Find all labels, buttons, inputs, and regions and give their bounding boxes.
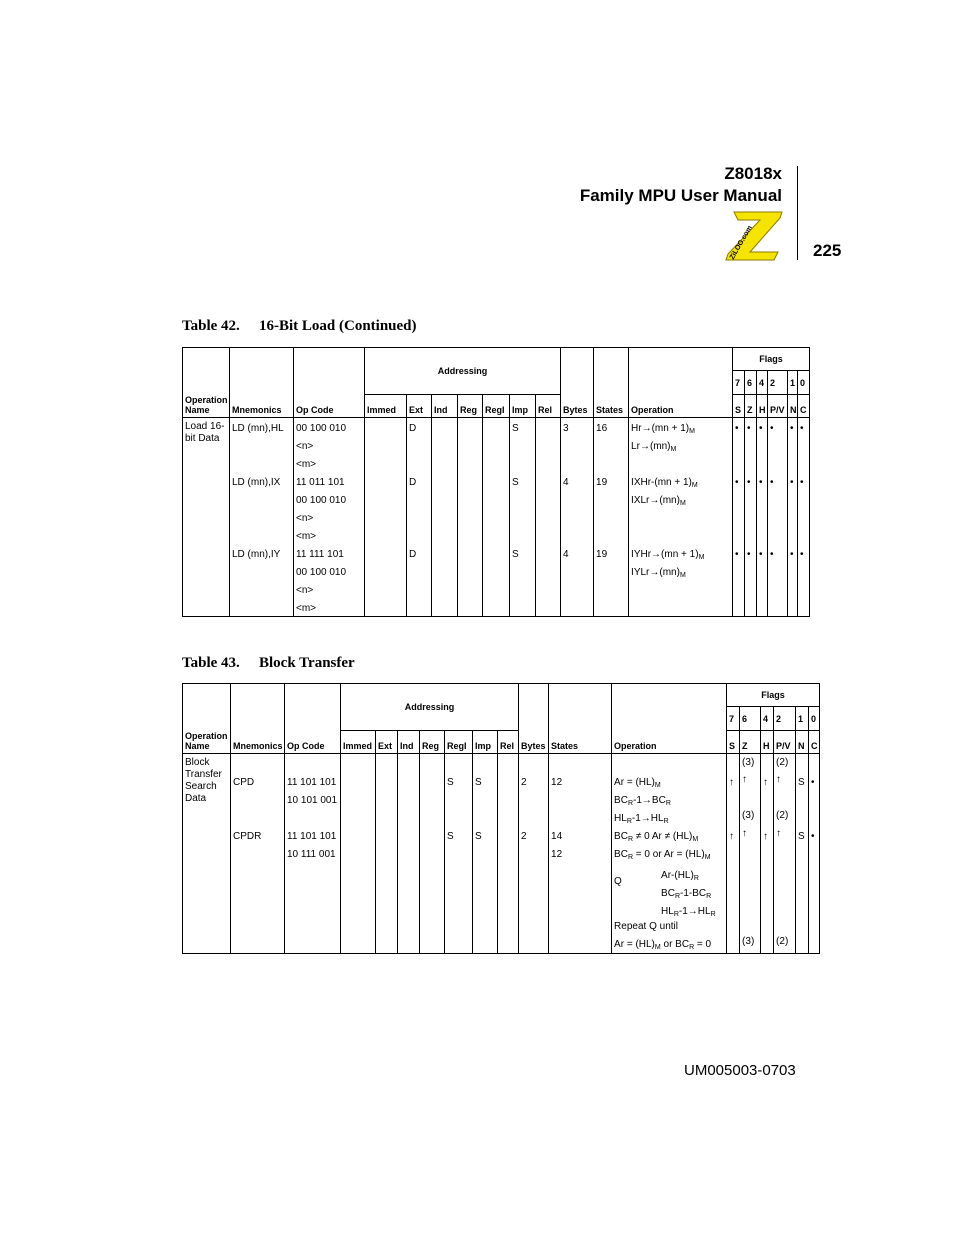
states-cell bbox=[594, 418, 629, 617]
header-divider bbox=[797, 166, 798, 260]
opcode: 11 101 101 bbox=[287, 777, 337, 788]
table-row bbox=[183, 418, 810, 617]
flag-name: S bbox=[733, 395, 745, 418]
subscript: M bbox=[698, 554, 705, 561]
operation-text: BC bbox=[614, 849, 628, 860]
operation-text: Ar-(HL) bbox=[661, 870, 694, 881]
col-mnemonics: Mnemonics bbox=[230, 348, 294, 418]
states-value: 12 bbox=[551, 849, 563, 860]
operation-line bbox=[631, 544, 730, 562]
subscript: M bbox=[654, 944, 661, 951]
imp-cell bbox=[510, 418, 536, 617]
table-43-caption bbox=[182, 655, 355, 672]
opcode: 11 101 101 bbox=[287, 831, 337, 842]
bytes-value: 2 bbox=[521, 831, 527, 842]
flag-bit: 4 bbox=[761, 707, 774, 731]
bytes-value: 4 bbox=[563, 549, 569, 560]
flag-dot: • bbox=[770, 423, 774, 434]
col-ind: Ind bbox=[432, 395, 458, 418]
subscript: R bbox=[693, 875, 699, 882]
rel-cell bbox=[536, 418, 561, 617]
mnemonic: LD (mn),IX bbox=[232, 477, 281, 488]
subscript: R bbox=[706, 893, 712, 900]
operation-text: IXLr→(mn) bbox=[631, 495, 680, 506]
flag-dot: • bbox=[747, 423, 751, 434]
rel-cell bbox=[498, 754, 519, 954]
flag-name: Z bbox=[740, 731, 761, 754]
table-42-caption bbox=[182, 318, 417, 335]
flag-dot: • bbox=[759, 477, 763, 488]
subscript: R bbox=[710, 911, 716, 918]
opcode: 00 100 010 bbox=[296, 423, 347, 434]
table-42 bbox=[182, 347, 810, 617]
mnemonic: CPDR bbox=[233, 831, 262, 842]
col-flags: Flags bbox=[727, 684, 820, 707]
opcode-cell bbox=[294, 418, 365, 617]
flag-bit: 7 bbox=[733, 371, 745, 395]
col-imp: Imp bbox=[510, 395, 536, 418]
operation-text: -1→BC bbox=[633, 795, 666, 806]
col-regi: RegI bbox=[445, 731, 473, 754]
col-flags: Flags bbox=[733, 348, 810, 371]
ext-cell bbox=[376, 754, 398, 954]
col-immed: Immed bbox=[365, 395, 407, 418]
flag-dot: • bbox=[800, 549, 804, 560]
operation-text: HL bbox=[661, 906, 674, 917]
flag-name: H bbox=[757, 395, 768, 418]
subscript: M bbox=[692, 836, 699, 843]
zilog-logo bbox=[720, 210, 784, 262]
flag-dot: • bbox=[811, 831, 815, 842]
svg-text:ZiLOG.com: ZiLOG.com bbox=[728, 224, 754, 261]
mnemonic-cell bbox=[231, 754, 285, 954]
table-42-title: 16-Bit Load (Continued) bbox=[259, 318, 417, 334]
immed-cell bbox=[365, 418, 407, 617]
table-43-number: Table 43. bbox=[182, 655, 240, 671]
ext-value: D bbox=[409, 477, 417, 488]
operation-text: Ar = (HL) bbox=[614, 777, 655, 788]
flag-c-cell bbox=[809, 754, 820, 954]
flag-value: S bbox=[798, 831, 805, 842]
operation-text: IXHr-(mn + 1) bbox=[631, 477, 692, 488]
flag-note: (3) bbox=[742, 757, 755, 768]
imp-cell bbox=[473, 754, 498, 954]
operation-text: BC bbox=[661, 888, 675, 899]
opcode: <m> bbox=[296, 459, 317, 470]
operation-text: IYLr→(mn) bbox=[631, 567, 680, 578]
bytes-cell bbox=[561, 418, 594, 617]
subscript: M bbox=[679, 500, 686, 507]
reg-cell bbox=[420, 754, 445, 954]
flag-dot: • bbox=[811, 777, 815, 788]
flag-s-cell bbox=[733, 418, 745, 617]
opcode: 10 101 001 bbox=[287, 795, 338, 806]
ext-cell bbox=[407, 418, 432, 617]
opcode: 00 100 010 bbox=[296, 567, 347, 578]
subscript: R bbox=[665, 800, 671, 807]
operation-line bbox=[661, 901, 716, 919]
flag-bit: 0 bbox=[809, 707, 820, 731]
flag-bit: 1 bbox=[788, 371, 798, 395]
flag-value: S bbox=[798, 777, 805, 788]
subscript: R bbox=[626, 818, 632, 825]
operation-text: Lr→(mn) bbox=[631, 441, 671, 452]
subscript: M bbox=[704, 854, 711, 861]
states-value: 14 bbox=[551, 831, 563, 842]
ind-cell bbox=[432, 418, 458, 617]
operation-text: or BC bbox=[660, 939, 690, 950]
title-line-1: Z8018x bbox=[724, 164, 782, 183]
flag-h-cell bbox=[757, 418, 768, 617]
subscript: R bbox=[674, 893, 681, 900]
flag-arrow: ↑ bbox=[776, 828, 782, 839]
page-number: 225 bbox=[813, 241, 842, 260]
col-ind: Ind bbox=[398, 731, 420, 754]
subscript: M bbox=[691, 482, 698, 489]
col-operation: Operation bbox=[629, 348, 733, 418]
col-imp: Imp bbox=[473, 731, 498, 754]
opcode: <n> bbox=[296, 513, 314, 524]
flag-note: (2) bbox=[776, 810, 789, 821]
operation-name-cell: Load 16-bit Data bbox=[183, 418, 230, 617]
opcode: 10 111 001 bbox=[287, 849, 336, 860]
flag-bit: 7 bbox=[727, 707, 740, 731]
ind-cell bbox=[398, 754, 420, 954]
flag-dot: • bbox=[770, 549, 774, 560]
flag-dot: • bbox=[747, 549, 751, 560]
opcode: 11 011 101 bbox=[296, 477, 345, 488]
flag-pv-cell bbox=[768, 418, 788, 617]
operation-text: Repeat Q until bbox=[614, 921, 678, 932]
bytes-cell bbox=[519, 754, 549, 954]
col-reg: Reg bbox=[420, 731, 445, 754]
flag-name: N bbox=[796, 731, 809, 754]
operation-text: ≠ 0 Ar ≠ (HL) bbox=[635, 831, 693, 842]
flag-dot: • bbox=[790, 423, 794, 434]
bytes-value: 2 bbox=[521, 777, 527, 788]
subscript: M bbox=[654, 782, 661, 789]
subscript: R bbox=[689, 944, 695, 951]
flag-arrow: ↑ bbox=[729, 831, 735, 842]
flag-note: (3) bbox=[742, 810, 755, 821]
col-regi: RegI bbox=[483, 395, 510, 418]
flag-z-cell bbox=[740, 754, 761, 954]
flag-dot: • bbox=[800, 477, 804, 488]
flag-note: (3) bbox=[742, 936, 755, 947]
flag-pv-cell bbox=[774, 754, 796, 954]
flag-name: C bbox=[809, 731, 820, 754]
col-bytes: Bytes bbox=[519, 684, 549, 754]
operation-cell bbox=[629, 418, 733, 617]
flag-arrow: ↑ bbox=[763, 777, 769, 788]
flag-n-cell bbox=[788, 418, 798, 617]
flag-dot: • bbox=[770, 477, 774, 488]
flag-n-cell bbox=[796, 754, 809, 954]
imp-value: S bbox=[512, 423, 519, 434]
opcode: 11 111 101 bbox=[296, 549, 344, 560]
operation-line bbox=[631, 418, 730, 436]
flag-dot: • bbox=[735, 423, 739, 434]
opcode: <m> bbox=[296, 531, 317, 542]
subscript: M bbox=[670, 446, 677, 453]
ext-value: D bbox=[409, 549, 417, 560]
opcode: <m> bbox=[296, 603, 317, 614]
operation-name-cell: Block Transfer Search Data bbox=[183, 754, 231, 954]
operation-line bbox=[614, 790, 724, 808]
subscript: M bbox=[679, 572, 686, 579]
flag-bit: 1 bbox=[796, 707, 809, 731]
flag-s-cell bbox=[727, 754, 740, 954]
immed-cell bbox=[341, 754, 376, 954]
col-op-code: Op Code bbox=[285, 684, 341, 754]
flag-name: Z bbox=[745, 395, 757, 418]
flag-bit: 2 bbox=[774, 707, 796, 731]
regi-cell bbox=[445, 754, 473, 954]
mnemonic: CPD bbox=[233, 777, 255, 788]
col-ext: Ext bbox=[376, 731, 398, 754]
table-row bbox=[183, 754, 820, 954]
flag-name: N bbox=[788, 395, 798, 418]
mnemonic: LD (mn),HL bbox=[232, 423, 284, 434]
document-title bbox=[580, 163, 782, 207]
operation-text: = 0 bbox=[694, 939, 712, 950]
flag-arrow: ↑ bbox=[763, 831, 769, 842]
opcode-cell bbox=[285, 754, 341, 954]
col-operation-name: Operation Name bbox=[183, 684, 231, 754]
flag-dot: • bbox=[735, 549, 739, 560]
ext-value: D bbox=[409, 423, 417, 434]
flag-bit: 2 bbox=[768, 371, 788, 395]
col-addressing: Addressing bbox=[341, 684, 519, 731]
imp-value: S bbox=[475, 777, 482, 788]
operation-text: -1-BC bbox=[680, 888, 707, 899]
col-states: States bbox=[549, 684, 612, 754]
subscript: R bbox=[663, 818, 669, 825]
col-ext: Ext bbox=[407, 395, 432, 418]
regi-value: S bbox=[447, 777, 454, 788]
flag-c-cell bbox=[798, 418, 810, 617]
flag-arrow: ↑ bbox=[776, 774, 782, 785]
states-value: 19 bbox=[596, 549, 608, 560]
operation-text: BC bbox=[614, 831, 628, 842]
imp-value: S bbox=[512, 477, 519, 488]
subscript: R bbox=[627, 854, 634, 861]
flag-h-cell bbox=[761, 754, 774, 954]
table-42-number: Table 42. bbox=[182, 318, 240, 334]
operation-line bbox=[614, 826, 724, 844]
operation-line bbox=[661, 865, 716, 883]
flag-name: H bbox=[761, 731, 774, 754]
operation-text: IYHr→(mn + 1) bbox=[631, 549, 699, 560]
states-value: 12 bbox=[551, 777, 563, 788]
document-id: UM005003-0703 bbox=[684, 1062, 796, 1079]
operation-line bbox=[614, 772, 724, 790]
states-value: 16 bbox=[596, 423, 608, 434]
title-line-2: Family MPU User Manual bbox=[579, 186, 782, 205]
col-rel: Rel bbox=[536, 395, 561, 418]
flag-note: (2) bbox=[776, 936, 789, 947]
operation-text: HL bbox=[614, 813, 627, 824]
imp-value: S bbox=[512, 549, 519, 560]
flag-dot: • bbox=[800, 423, 804, 434]
flag-bit: 4 bbox=[757, 371, 768, 395]
subscript: R bbox=[627, 800, 634, 807]
col-operation: Operation bbox=[612, 684, 727, 754]
flag-dot: • bbox=[759, 549, 763, 560]
flag-arrow: ↑ bbox=[742, 828, 748, 839]
flag-z-cell bbox=[745, 418, 757, 617]
operation-line bbox=[661, 883, 716, 901]
operation-text: -1→HL bbox=[678, 906, 711, 917]
operation-line bbox=[631, 562, 730, 580]
col-states: States bbox=[594, 348, 629, 418]
flag-dot: • bbox=[735, 477, 739, 488]
flag-dot: • bbox=[759, 423, 763, 434]
imp-value: S bbox=[475, 831, 482, 842]
flag-name: P/V bbox=[768, 395, 788, 418]
operation-line bbox=[631, 472, 730, 490]
operation-line bbox=[614, 844, 724, 862]
flag-name: C bbox=[798, 395, 810, 418]
opcode: <n> bbox=[296, 441, 314, 452]
col-op-code: Op Code bbox=[294, 348, 365, 418]
reg-cell bbox=[458, 418, 483, 617]
mnemonic-cell bbox=[230, 418, 294, 617]
operation-line bbox=[631, 490, 730, 508]
states-cell bbox=[549, 754, 612, 954]
col-rel: Rel bbox=[498, 731, 519, 754]
flag-note: (2) bbox=[776, 757, 789, 768]
col-immed: Immed bbox=[341, 731, 376, 754]
col-bytes: Bytes bbox=[561, 348, 594, 418]
states-value: 19 bbox=[596, 477, 608, 488]
bytes-value: 3 bbox=[563, 423, 569, 434]
operation-text: = 0 or Ar = (HL) bbox=[635, 849, 705, 860]
bytes-value: 4 bbox=[563, 477, 569, 488]
col-reg: Reg bbox=[458, 395, 483, 418]
col-mnemonics: Mnemonics bbox=[231, 684, 285, 754]
flag-dot: • bbox=[790, 477, 794, 488]
flag-bit: 0 bbox=[798, 371, 810, 395]
subscript: M bbox=[689, 428, 695, 435]
col-operation-name: Operation Name bbox=[183, 348, 230, 418]
flag-name: S bbox=[727, 731, 740, 754]
flag-dot: • bbox=[790, 549, 794, 560]
regi-cell bbox=[483, 418, 510, 617]
subscript: R bbox=[627, 836, 634, 843]
operation-text: Hr→(mn + 1) bbox=[631, 423, 690, 434]
col-addressing: Addressing bbox=[365, 348, 561, 395]
operation-cell bbox=[612, 754, 727, 954]
flag-bit: 6 bbox=[745, 371, 757, 395]
flag-dot: • bbox=[747, 477, 751, 488]
q-label: Q bbox=[614, 876, 622, 887]
opcode: <n> bbox=[296, 585, 314, 596]
subscript: R bbox=[673, 911, 679, 918]
operation-text: BC bbox=[614, 795, 628, 806]
table-43-title: Block Transfer bbox=[259, 655, 355, 671]
operation-text: -1→HL bbox=[631, 813, 664, 824]
flag-bit: 6 bbox=[740, 707, 761, 731]
flag-arrow: ↑ bbox=[742, 774, 748, 785]
regi-value: S bbox=[447, 831, 454, 842]
flag-name: P/V bbox=[774, 731, 796, 754]
opcode: 00 100 010 bbox=[296, 495, 347, 506]
operation-text: Ar = (HL) bbox=[614, 939, 655, 950]
operation-line bbox=[614, 934, 724, 952]
table-43 bbox=[182, 683, 820, 954]
flag-arrow: ↑ bbox=[729, 777, 735, 788]
mnemonic: LD (mn),IY bbox=[232, 549, 281, 560]
